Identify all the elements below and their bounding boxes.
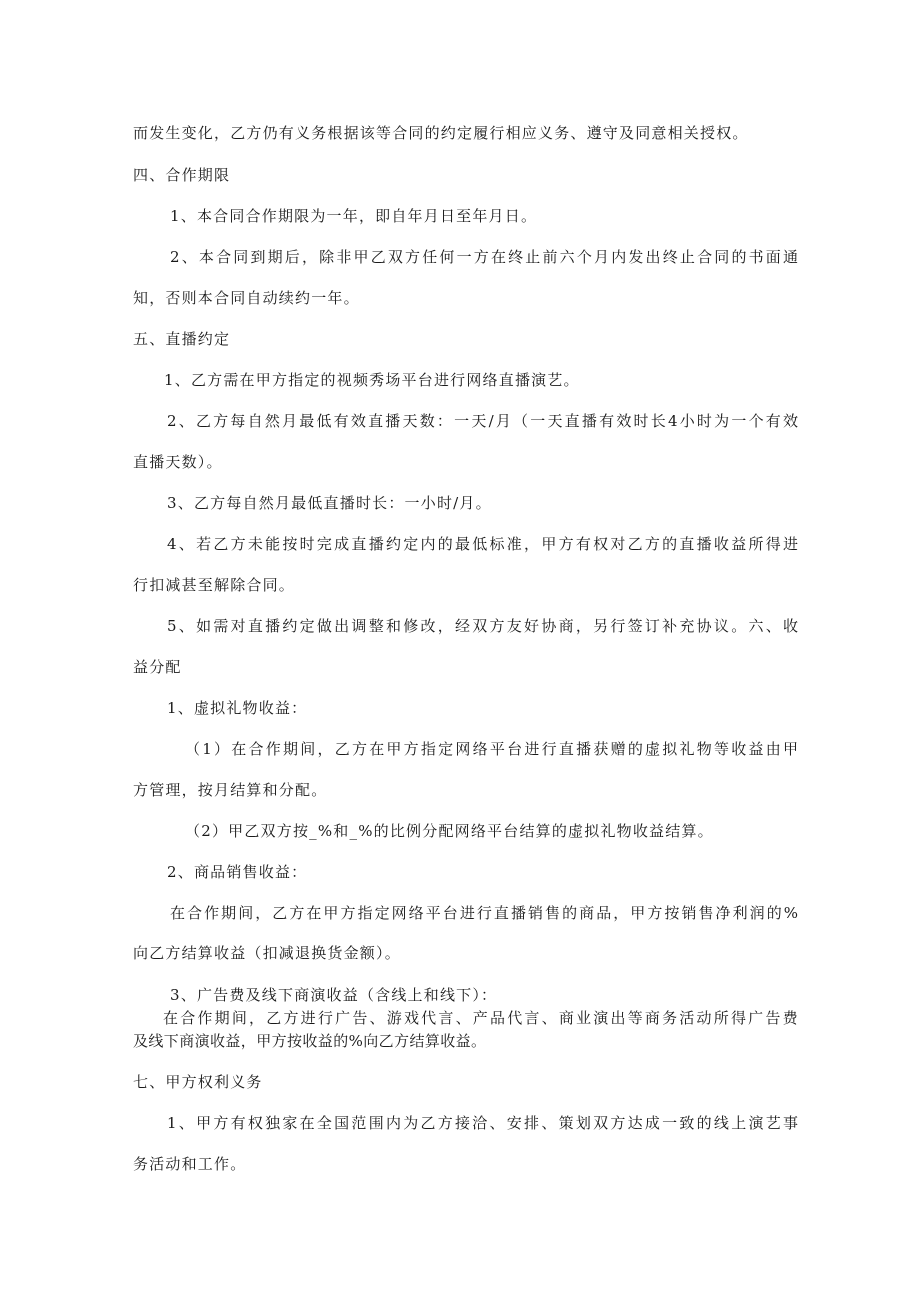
paragraph-line: 1、本合同合作期限为一年，即自年月日至年月日。 xyxy=(170,207,538,225)
paragraph-line: 知，否则本合同自动续约一年。 xyxy=(133,289,360,307)
section-heading-term: 四、合作期限 xyxy=(133,166,231,184)
paragraph-line: 2、商品销售收益： xyxy=(167,863,308,881)
paragraph-line: 而发生变化，乙方仍有义务根据该等合同的约定履行相应义务、遵守及同意相关授权。 xyxy=(133,124,749,142)
paragraph-line: 直播天数）。 xyxy=(133,453,223,471)
paragraph-line: 3、乙方每自然月最低直播时长：一小时/月。 xyxy=(167,494,492,512)
paragraph-line: 向乙方结算收益（扣减退换货金额）。 xyxy=(133,944,401,962)
paragraph-line: 1、乙方需在甲方指定的视频秀场平台进行网络直播演艺。 xyxy=(164,371,580,389)
paragraph-line: 及线下商演收益，甲方按收益的%向乙方结算收益。 xyxy=(133,1032,487,1050)
paragraph-line: 5、如需对直播约定做出调整和修改，经双方友好协商，另行签订补充协议。六、收 xyxy=(167,617,798,635)
paragraph-line: 在合作期间，乙方在甲方指定网络平台进行直播销售的商品，甲方按销售净利润的% xyxy=(170,904,798,922)
paragraph-line: （2）甲乙双方按_%和_%的比例分配网络平台结算的虚拟礼物收益结算。 xyxy=(185,822,714,840)
paragraph-line: （1）在合作期间，乙方在甲方指定网络平台进行直播获赠的虚拟礼物等收益由甲 xyxy=(185,740,798,758)
section-heading-party-a: 七、甲方权利义务 xyxy=(133,1073,263,1091)
paragraph-line: 1、甲方有权独家在全国范围内为乙方接洽、安排、策划双方达成一致的线上演艺事 xyxy=(167,1114,798,1132)
paragraph-line: 益分配 xyxy=(133,658,182,676)
paragraph-line: 4、若乙方未能按时完成直播约定内的最低标准，甲方有权对乙方的直播收益所得进 xyxy=(167,535,798,553)
paragraph-line: 1、虚拟礼物收益： xyxy=(167,699,308,717)
paragraph-line: 2、本合同到期后，除非甲乙双方任何一方在终止前六个月内发出终止合同的书面通 xyxy=(170,248,798,266)
paragraph-line: 方管理，按月结算和分配。 xyxy=(133,781,328,799)
paragraph-line: 在合作期间，乙方进行广告、游戏代言、产品代言、商业演出等商务活动所得广告费 xyxy=(163,1009,798,1027)
paragraph-line: 3、广告费及线下商演收益（含线上和线下）： xyxy=(170,986,498,1004)
paragraph-line: 务活动和工作。 xyxy=(133,1155,247,1173)
paragraph-line: 2、乙方每自然月最低有效直播天数：一天/月（一天直播有效时长4小时为一个有效 xyxy=(167,412,798,430)
section-heading-live: 五、直播约定 xyxy=(133,330,231,348)
paragraph-line: 行扣减甚至解除合同。 xyxy=(133,576,296,594)
